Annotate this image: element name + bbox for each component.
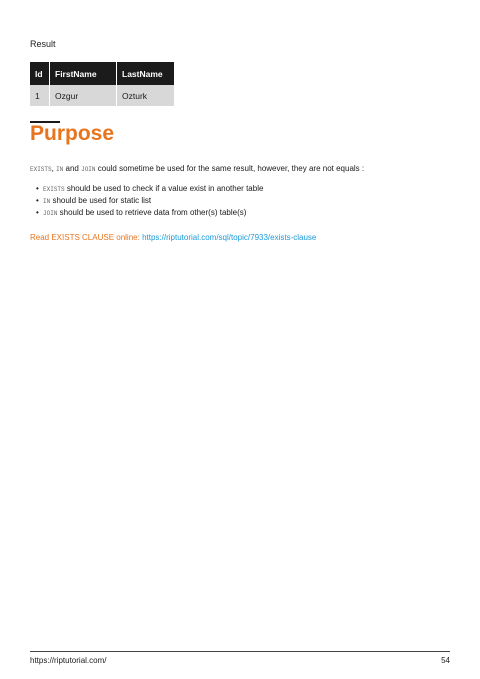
table-header-row [30,62,174,85]
and-text: and [65,164,79,173]
read-online-line [30,233,316,242]
result-label: Result [30,39,56,49]
page-number: 54 [441,656,450,665]
column-header-lastname: LastName [117,62,175,85]
list-item [30,207,263,219]
topic-link[interactable]: https://riptutorial.com/sql/topic/7933/exists-clause [142,233,317,242]
column-header-id: Id [30,62,50,85]
inline-code-exists: EXISTS [30,166,52,173]
table-row [30,85,174,106]
footer-divider [30,651,450,652]
inline-code: IN [43,198,51,205]
inline-code: EXISTS [43,186,65,193]
purpose-paragraph [30,163,364,175]
column-header-firstname: FirstName [50,62,117,85]
table-cell-lastname: Ozturk [117,85,175,106]
list-item-text: should be used for static list [52,196,152,205]
bullet-list [30,183,263,219]
footer-url: https://riptutorial.com/ [30,656,107,665]
bullet-icon: • [36,196,39,205]
table-cell-id: 1 [30,85,50,106]
list-item [30,195,263,207]
read-online-label: Read EXISTS CLAUSE online: [30,233,140,242]
table-cell-firstname: Ozgur [50,85,117,106]
paragraph-text: could sometime be used for the same result, however, they are not equals : [97,164,365,173]
section-heading: Purpose [30,122,115,145]
bullet-icon: • [36,208,39,217]
inline-code: JOIN [43,210,58,217]
bullet-icon: • [36,184,39,193]
separator-text: , [51,164,54,173]
list-item [30,183,263,195]
inline-code-join: JOIN [81,166,96,173]
list-item-text: should be used to retrieve data from other(s) table(s) [59,208,247,217]
list-item-text: should be used to check if a value exist in another table [66,184,264,193]
inline-code-in: IN [56,166,64,173]
result-table [30,62,174,106]
